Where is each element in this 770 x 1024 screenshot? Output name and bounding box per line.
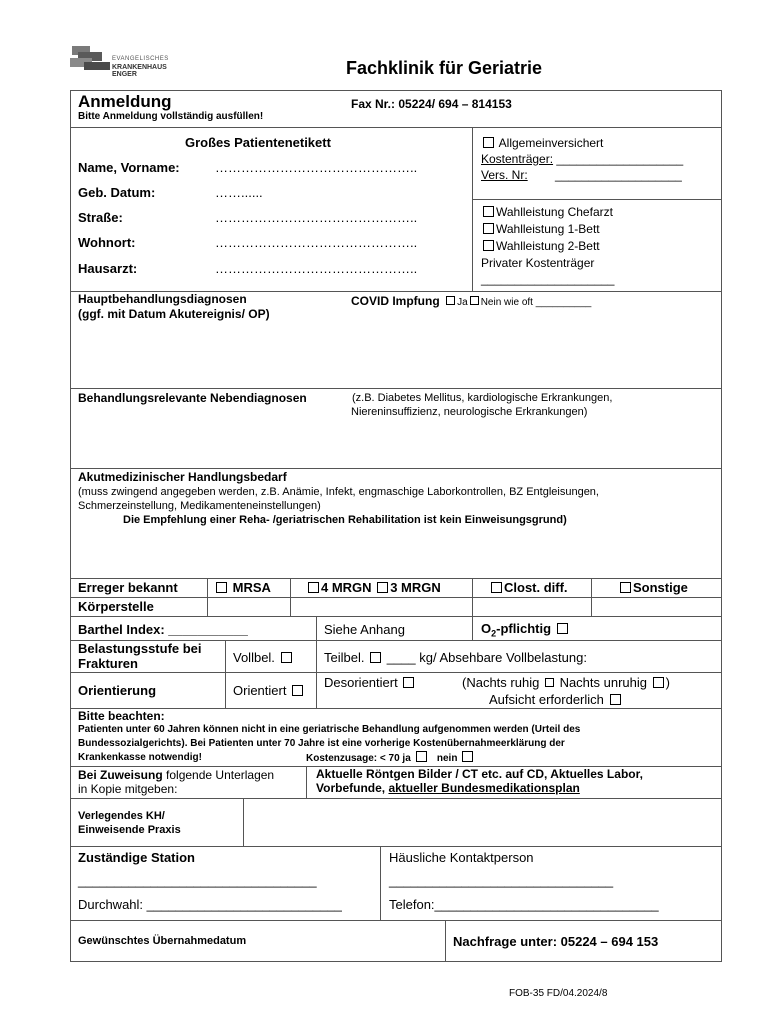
erreger-sonstige [618, 580, 688, 595]
nachts-row [462, 675, 670, 690]
belastung-label: Belastungsstufe bei Frakturen [78, 641, 202, 671]
orientiert-checkbox[interactable] [292, 685, 303, 696]
zuweisung-label [78, 768, 274, 782]
beachten-line1: Patienten unter 60 Jahren können nicht in eine geriatrische Behandlung aufgenommen werden (Urteil des [78, 724, 581, 735]
akut-line1: (muss zwingend angegeben werden, z.B. Anämie, Infekt, engmaschige Laborkontrollen, BZ Entgleisungen, [78, 486, 599, 498]
mrgn3-label: 3 MRGN [390, 580, 441, 595]
durchwahl-input[interactable]: Durchwahl: ___________________________ [78, 897, 342, 912]
barthel-label[interactable]: Barthel Index: ___________ [78, 622, 248, 637]
desorientiert-row [324, 675, 416, 690]
wahl-1bett-checkbox[interactable] [483, 223, 494, 234]
mrsa-checkbox[interactable] [216, 582, 227, 593]
zuweisung-docs1: Aktuelle Röntgen Bilder / CT etc. auf CD, Aktuelles Labor, [316, 767, 643, 781]
clost-checkbox[interactable] [491, 582, 502, 593]
zuweisung-docs2b: aktueller Bundesmedikationsplan [388, 781, 580, 795]
privat-label: Privater Kostenträger [481, 256, 595, 270]
zuweisung-docs2a: Vorbefunde, [316, 781, 389, 795]
orientiert-label: Orientiert [233, 683, 287, 698]
teilbel-row [324, 650, 587, 665]
teilbel-label: Teilbel. [324, 650, 365, 665]
nachts-end: ) [665, 675, 670, 690]
teilbel-rest[interactable]: ____ kg/ Absehbare Vollbelastung: [386, 650, 587, 665]
akut-line2: Schmerzeinstellung, Medikamenteneinstellungen) [78, 500, 321, 512]
akut-note: Die Empfehlung einer Reha- /geriatrischen Rehabilitation ist kein Einweisungsgrund) [123, 514, 567, 526]
aufsicht-row [489, 692, 623, 707]
clost-label: Clost. diff. [504, 580, 568, 595]
wahl-chefarzt-label: Wahlleistung Chefarzt [496, 205, 613, 219]
kosten-nein-label: nein [436, 753, 458, 764]
zuweisung-label-rest: folgende Unterlagen [162, 768, 275, 782]
beachten-line2: Bundessozialgerichts). Bei Patienten unter 70 Jahre ist eine vorherige Kostenübernahmeerklärung der [78, 738, 565, 749]
form-code: FOB-35 FD/04.2024/8 [509, 988, 608, 999]
field-city-input[interactable]: ……………………………………….. [215, 235, 418, 250]
field-street-input[interactable]: ……………………………………….. [215, 210, 418, 225]
kostentraeger-row [481, 152, 683, 166]
logo-line2: KRANKENHAUS ENGER [112, 64, 167, 78]
neben-hint2: Niereninsuffizienz, neurologische Erkrankungen) [351, 406, 588, 418]
verlegendes-input[interactable] [244, 799, 720, 845]
allgemein-checkbox[interactable] [483, 137, 494, 148]
aufsicht-label: Aufsicht erforderlich [489, 692, 604, 707]
insurance-allgemein [481, 136, 603, 150]
uebernahme-label[interactable]: Gewünschtes Übernahmedatum [78, 935, 247, 947]
covid-nein-label[interactable]: Nein wie oft __________ [480, 297, 592, 308]
field-city-label: Wohnort: [78, 235, 136, 250]
kostentraeger-label: Kostenträger: [481, 152, 554, 166]
kostenzusage-row [306, 751, 475, 764]
covid-ja-label: Ja [457, 297, 468, 308]
beachten-title: Bitte beachten: [78, 709, 165, 723]
versnr-label: Vers. Nr: [481, 168, 528, 182]
station-label: Zuständige Station [78, 850, 195, 865]
desorientiert-checkbox[interactable] [403, 677, 414, 688]
o2-row [481, 621, 570, 639]
field-name-input[interactable]: ……………………………………….. [215, 160, 418, 175]
field-dob-input[interactable]: ……...... [215, 185, 263, 200]
field-doctor-label: Hausarzt: [78, 261, 138, 276]
o2-sub: 2 [491, 628, 497, 639]
vollbel-checkbox[interactable] [281, 652, 292, 663]
anmeldung-subtitle: Bitte Anmeldung vollständig ausfüllen! [78, 111, 264, 122]
wahl-2bett [481, 239, 600, 253]
sonstige-label: Sonstige [633, 580, 688, 595]
privat-input[interactable]: ____________________ [481, 272, 615, 286]
erreger-clost [489, 580, 568, 595]
mrgn3-checkbox[interactable] [377, 582, 388, 593]
orientierung-label: Orientierung [78, 683, 157, 698]
verlegendes-line1: Verlegendes KH/ [78, 810, 165, 822]
desorientiert-label: Desorientiert [324, 675, 398, 690]
zuweisung-docs2 [316, 781, 580, 795]
erreger-label: Erreger bekannt [78, 580, 178, 595]
zuweisung-label-bold: Bei Zuweisung [78, 768, 163, 782]
kostentraeger-input[interactable]: ___________________ [556, 152, 684, 166]
mrsa-label: MRSA [232, 580, 271, 595]
orientiert-row [233, 683, 305, 698]
versnr-input[interactable]: ___________________ [555, 168, 682, 182]
koerperstelle-label: Körperstelle [78, 599, 154, 614]
o2-checkbox[interactable] [557, 623, 568, 634]
wahl-chefarzt-checkbox[interactable] [483, 206, 494, 217]
sonstige-checkbox[interactable] [620, 582, 631, 593]
verlegendes-line2: Einweisende Praxis [78, 824, 181, 836]
vollbel-label: Vollbel. [233, 650, 275, 665]
beachten-line3: Krankenkasse notwendig! [78, 752, 202, 763]
mrgn4-label: 4 MRGN [321, 580, 372, 595]
versnr-row [481, 168, 682, 182]
haupt-diagnosen-sub: (ggf. mit Datum Akutereignis/ OP) [78, 307, 270, 321]
wahl-chefarzt [481, 205, 613, 219]
wahl-2bett-label: Wahlleistung 2-Bett [496, 239, 600, 253]
field-doctor-input[interactable]: ……………………………………….. [215, 261, 418, 276]
covid-row [351, 292, 591, 310]
station-input[interactable]: _________________________________ [78, 873, 317, 888]
logo-graphic-icon [70, 42, 112, 74]
barthel-anhang: Siehe Anhang [324, 622, 405, 637]
neben-hint1: (z.B. Diabetes Mellitus, kardiologische Erkrankungen, [352, 392, 613, 404]
kostenzusage-label: Kostenzusage: < 70 ja [306, 753, 411, 764]
anmeldung-title: Anmeldung [78, 92, 172, 111]
neben-diagnosen-label: Behandlungsrelevante Nebendiagnosen [78, 391, 307, 405]
covid-label: COVID Impfung [351, 294, 440, 308]
wahl-1bett [481, 222, 600, 236]
fax-number: Fax Nr.: 05224/ 694 – 814153 [351, 97, 512, 111]
erreger-mrsa [214, 580, 271, 595]
allgemein-label: Allgemeinversichert [498, 136, 604, 150]
field-name-label: Name, Vorname: [78, 160, 180, 175]
page-title: Fachklinik für Geriatrie [346, 58, 543, 78]
covid-nein-checkbox[interactable] [470, 296, 479, 305]
erreger-mrgn [306, 580, 441, 595]
kosten-nein-checkbox[interactable] [462, 751, 473, 762]
wahl-2bett-checkbox[interactable] [483, 240, 494, 251]
kontakt-input[interactable]: _______________________________ [389, 873, 614, 888]
nachfrage-label: Nachfrage unter: 05224 – 694 153 [453, 934, 659, 949]
field-dob-label: Geb. Datum: [78, 185, 156, 200]
telefon-input[interactable]: Telefon:_______________________________ [389, 897, 659, 912]
mrgn4-checkbox[interactable] [308, 582, 319, 593]
o2-label: O [481, 621, 492, 636]
nachts-ruhig-checkbox[interactable] [545, 678, 554, 687]
covid-ja-checkbox[interactable] [446, 296, 455, 305]
nachts-unruhig-checkbox[interactable] [653, 677, 664, 688]
haupt-diagnosen-label: Hauptbehandlungsdiagnosen [78, 292, 247, 306]
kosten-ja-checkbox[interactable] [416, 751, 427, 762]
wahl-1bett-label: Wahlleistung 1-Bett [496, 222, 600, 236]
nachts-ruhig-label: (Nachts ruhig [462, 675, 540, 690]
zuweisung-label2: in Kopie mitgeben: [78, 782, 178, 796]
aufsicht-checkbox[interactable] [610, 694, 621, 705]
akut-title: Akutmedizinischer Handlungsbedarf [78, 470, 287, 484]
logo-line1: EVANGELISCHES [112, 56, 169, 62]
vollbel-row [233, 650, 294, 665]
nachts-unruhig-label: Nachts unruhig [559, 675, 648, 690]
teilbel-checkbox[interactable] [370, 652, 381, 663]
o2-rest: -pflichtig [496, 621, 552, 636]
logo [70, 42, 190, 76]
patient-label: Großes Patientenetikett [185, 135, 331, 150]
kontakt-label: Häusliche Kontaktperson [389, 850, 534, 865]
field-street-label: Straße: [78, 210, 123, 225]
